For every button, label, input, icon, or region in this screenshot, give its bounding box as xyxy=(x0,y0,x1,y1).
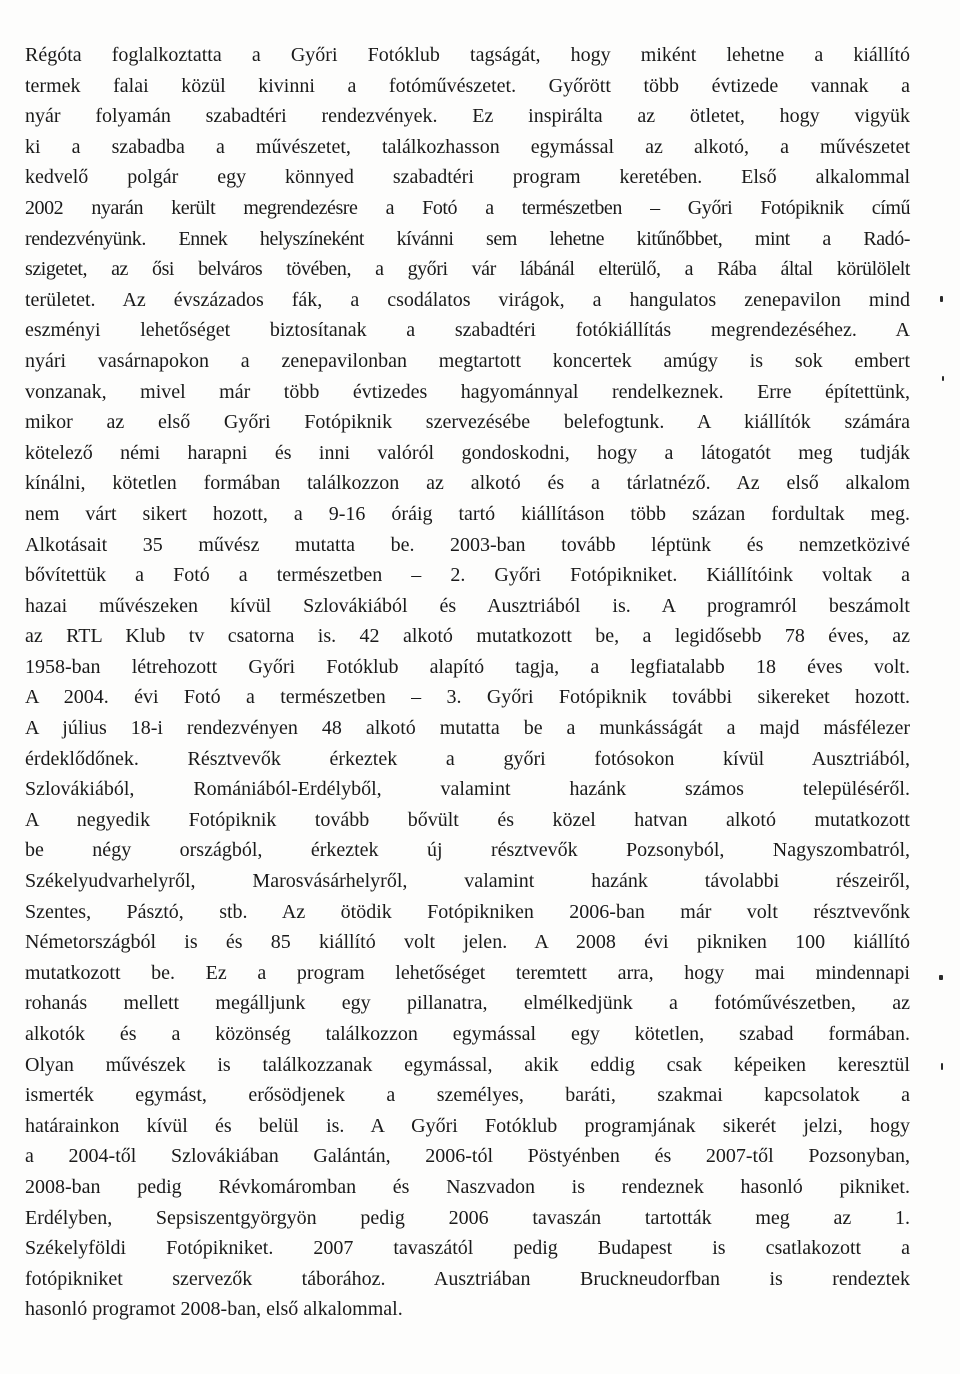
text-line: A július 18-i rendezvényen 48 alkotó mutatta be a munkásságát a majd másfélezer xyxy=(25,717,910,740)
text-line: a 2004-től Szlovákiában Galántán, 2006-tól Pöstyénben és 2007-től Pozsonyban, xyxy=(25,1145,910,1168)
text-line: rendezvényünk. Ennek helyszíneként kívánni sem lehetne kitűnőbbet, mint a Radó- xyxy=(25,227,910,250)
text-line: az RTL Klub tv csatorna is. 42 alkotó mutatkozott be, a legidősebb 78 éves, az xyxy=(25,625,910,648)
scan-speck xyxy=(942,376,944,381)
text-line: nem várt sikert hozott, a 9-16 óráig tartó kiállításon több százan fordultak meg. xyxy=(25,502,910,525)
text-line: fotópikniket szervezők táborához. Ausztriában Bruckneudorfban is rendeztek xyxy=(25,1267,910,1290)
text-line: 2002 nyarán került megrendezésre a Fotó a természetben – Győri Fotópiknik című xyxy=(25,196,910,219)
text-line: Németországból is és 85 kiállító volt jelen. A 2008 évi pikniken 100 kiállító xyxy=(25,931,910,954)
text-line: kedvelő polgár egy könnyed szabadtéri program keretében. Első alkalommal xyxy=(25,166,910,189)
text-line: Olyan művészek is találkozzanak egymással, akik eddig csak képeiken keresztül xyxy=(25,1053,910,1076)
scan-speck xyxy=(939,975,943,980)
text-line: eszményi lehetőséget biztosítanak a szabadtéri fotókiállítás megrendezéséhez. A xyxy=(25,319,910,342)
scan-speck xyxy=(941,1063,943,1070)
text-line: bővítettük a Fotó a természetben – 2. Győri Fotópikniket. Kiállítóink voltak a xyxy=(25,564,910,587)
text-line: be négy országból, érkeztek új résztvevők Pozsonyból, Nagyszombatról, xyxy=(25,839,910,862)
text-line: ki a szabadba a művészetet, találkozhasson egymással az alkotó, a művészetet xyxy=(25,135,910,158)
text-line: termek falai közül kivinni a fotóművészetet. Győrött több évtizede vannak a xyxy=(25,74,910,97)
text-line: Alkotásait 35 művész mutatta be. 2003-ban tovább léptünk és nemzetközivé xyxy=(25,533,910,556)
text-line: nyári vasárnapokon a zenepavilonban megtartott koncertek amúgy is sok embert xyxy=(25,349,910,372)
text-line: kötelező némi harapni és inni valóról gondoskodni, hogy a látogatót meg tudják xyxy=(25,441,910,464)
text-line: határainkon kívül és belül is. A Győri Fotóklub programjának sikerét jelzi, hogy xyxy=(25,1114,910,1137)
text-line: 2008-ban pedig Révkomáromban és Naszvadon is rendeznek hasonló pikniket. xyxy=(25,1175,910,1198)
text-line: mutatkozott be. Ez a program lehetőséget teremtett arra, hogy mai mindennapi xyxy=(25,961,910,984)
text-line: szigetet, az ősi belváros tövében, a győri vár lábánál elterülő, a Rába által körülölelt xyxy=(25,258,910,281)
text-line: Székelyudvarhelyről, Marosvásárhelyről, valamint hazánk távolabbi részeiről, xyxy=(25,870,910,893)
text-line: kínálni, kötetlen formában találkozzon az alkotó és a tárlatnéző. Az első alkalom xyxy=(25,472,910,495)
text-line: A negyedik Fotópiknik tovább bővült és közel hatvan alkotó mutatkozott xyxy=(25,808,910,831)
text-line: mikor az első Győri Fotópiknik szervezésébe belefogtunk. A kiállítók számára xyxy=(25,411,910,434)
text-line: hasonló programot 2008-ban, első alkalommal. xyxy=(25,1298,403,1321)
text-line: Szentes, Pásztó, stb. Az ötödik Fotópikniken 2006-ban már volt résztvevőnk xyxy=(25,900,910,923)
text-line: hazai művészeken kívül Szlovákiából és Ausztriából is. A programról beszámolt xyxy=(25,594,910,617)
text-line: alkotók és a közönség találkozzon egymással egy kötetlen, szabad formában. xyxy=(25,1023,910,1045)
text-line: 1958-ban létrehozott Győri Fotóklub alapító tagja, a legfiatalabb 18 éves volt. xyxy=(25,655,910,678)
scan-speck xyxy=(940,296,943,302)
text-line: területet. Az évszázados fák, a csodálatos virágok, a hangulatos zenepavilon mind xyxy=(25,288,910,311)
text-line: rohanás mellett megálljunk egy pillanatra, elmélkedjünk a fotóművészetben, az xyxy=(25,992,910,1015)
text-line: A 2004. évi Fotó a természetben – 3. Győri Fotópiknik további sikereket hozott. xyxy=(25,686,910,709)
text-line: Régóta foglalkoztatta a Győri Fotóklub tagságát, hogy miként lehetne a kiállító xyxy=(25,44,910,66)
body-text xyxy=(25,40,910,1325)
text-line: vonzanak, mivel már több évtizedes hagyománnyal rendelkeznek. Erre építettünk, xyxy=(25,380,910,403)
text-line: Erdélyben, Sepsiszentgyörgyön pedig 2006 tavaszán tartották meg az 1. xyxy=(25,1206,910,1229)
text-line: Szlovákiából, Romániából-Erdélyből, valamint hazánk számos településéről. xyxy=(25,778,910,801)
text-line: nyár folyamán szabadtéri rendezvények. Ez inspirálta az ötletet, hogy vigyük xyxy=(25,105,910,128)
text-line: érdeklődőnek. Résztvevők érkeztek a győri fotósokon kívül Ausztriából, xyxy=(25,747,910,770)
text-line: ismerték egymást, erősödjenek a személyes, baráti, szakmai kapcsolatok a xyxy=(25,1084,910,1107)
text-line: Székelyföldi Fotópikniket. 2007 tavaszától pedig Budapest is csatlakozott a xyxy=(25,1237,910,1260)
